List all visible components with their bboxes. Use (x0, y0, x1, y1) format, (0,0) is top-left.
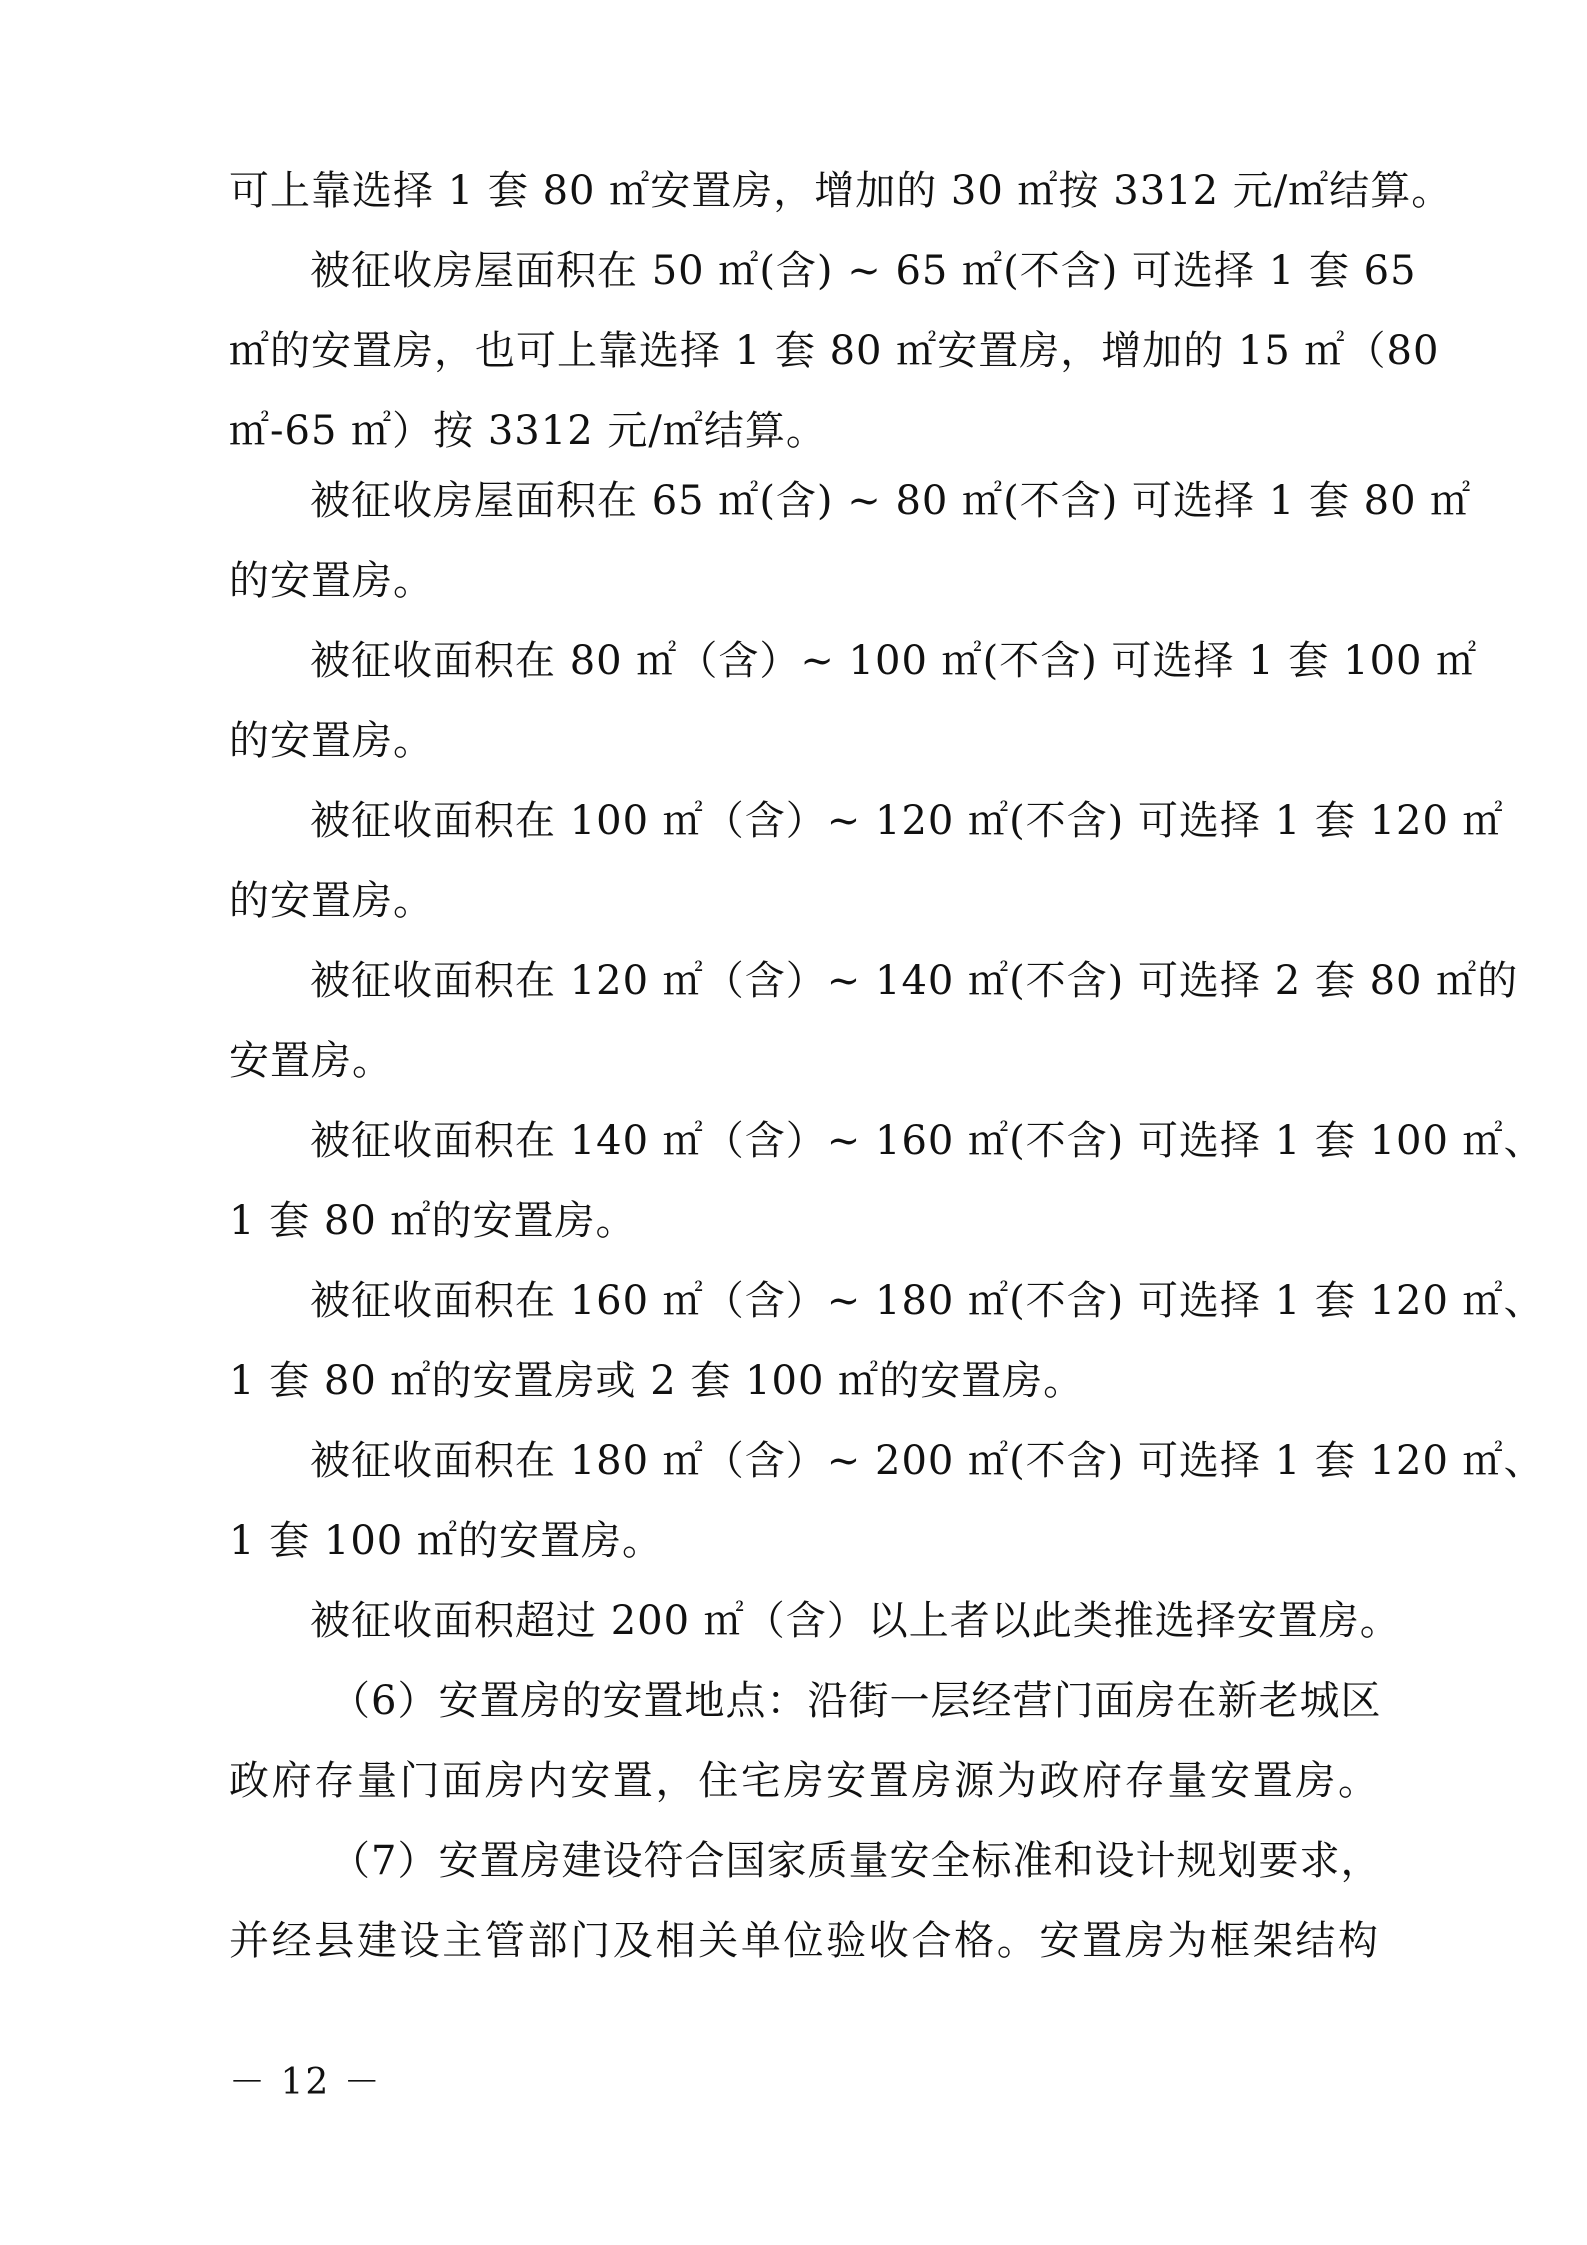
text-line: 可上靠选择 1 套 80 ㎡安置房，增加的 30 ㎡按 3312 元/㎡结算。 (229, 168, 1453, 214)
text-line: 被征收房屋面积在 65 ㎡(含) ~ 80 ㎡(不含) 可选择 1 套 80 ㎡ (310, 478, 1472, 524)
text-line: 政府存量门面房内安置，住宅房安置房源为政府存量安置房。 (229, 1758, 1379, 1804)
text-line: 被征收面积在 140 ㎡（含）~ 160 ㎡(不含) 可选择 1 套 100 ㎡、 (310, 1118, 1545, 1164)
page-number: － 12 － (229, 2062, 382, 2103)
text-line: 1 套 80 ㎡的安置房。 (229, 1198, 637, 1244)
text-line: 被征收房屋面积在 50 ㎡(含) ~ 65 ㎡(不含) 可选择 1 套 65 (310, 248, 1417, 294)
text-line: 的安置房。 (229, 878, 434, 924)
text-line: 安置房。 (229, 1038, 393, 1084)
text-line: （6）安置房的安置地点：沿街一层经营门面房在新老城区 (330, 1678, 1382, 1724)
text-line: 1 套 100 ㎡的安置房。 (229, 1518, 663, 1564)
text-line: 被征收面积在 160 ㎡（含）~ 180 ㎡(不含) 可选择 1 套 120 ㎡、 (310, 1278, 1545, 1324)
text-line: 被征收面积超过 200 ㎡（含）以上者以此类推选择安置房。 (310, 1598, 1401, 1644)
text-line: 被征收面积在 100 ㎡（含）~ 120 ㎡(不含) 可选择 1 套 120 ㎡ (310, 798, 1504, 844)
text-line: 被征收面积在 80 ㎡（含）~ 100 ㎡(不含) 可选择 1 套 100 ㎡ (310, 638, 1478, 684)
text-line: ㎡-65 ㎡）按 3312 元/㎡结算。 (229, 408, 827, 454)
text-line: 被征收面积在 180 ㎡（含）~ 200 ㎡(不含) 可选择 1 套 120 ㎡、 (310, 1438, 1545, 1484)
text-line: （7）安置房建设符合国家质量安全标准和设计规划要求， (330, 1838, 1382, 1884)
text-line: 并经县建设主管部门及相关单位验收合格。安置房为框架结构 (229, 1918, 1379, 1964)
text-line: 的安置房。 (229, 718, 434, 764)
text-line: 被征收面积在 120 ㎡（含）~ 140 ㎡(不含) 可选择 2 套 80 ㎡的 (310, 958, 1519, 1004)
text-line: ㎡的安置房，也可上靠选择 1 套 80 ㎡安置房，增加的 15 ㎡（80 (229, 328, 1440, 374)
text-line: 的安置房。 (229, 558, 434, 604)
text-line: 1 套 80 ㎡的安置房或 2 套 100 ㎡的安置房。 (229, 1358, 1085, 1404)
